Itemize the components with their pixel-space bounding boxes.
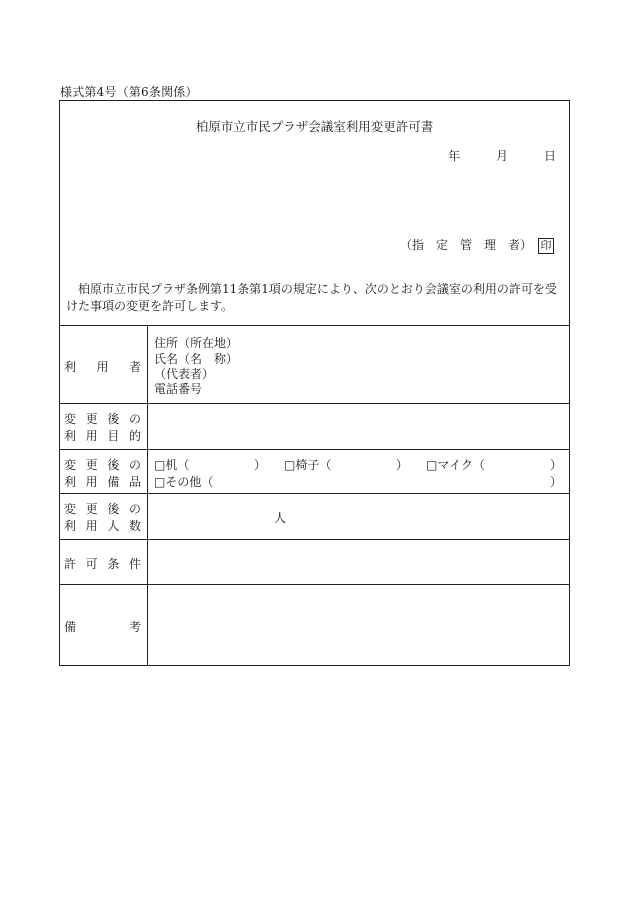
label-equipment — [60, 450, 148, 493]
permit-statement: 柏原市立市民プラザ条例第11条第1項の規定により、次のとおり会議室の利用の許可を受けた事項の変更を許可します。 — [66, 282, 557, 313]
cell-user — [154, 326, 563, 403]
permit-form-frame — [59, 100, 570, 666]
label-remarks-text: 備 考 — [64, 620, 141, 634]
date-year: 年 — [448, 149, 461, 163]
user-address-label: 住所（所在地） — [154, 336, 239, 350]
cell-conditions — [154, 540, 563, 584]
date-month: 月 — [496, 149, 509, 163]
form-number-label: 様式第4号（第6条関係） — [60, 85, 198, 99]
cell-equipment — [154, 450, 563, 493]
other-close-paren: ） — [550, 475, 563, 489]
desk-close-paren: ） — [254, 458, 267, 472]
label-people-line2: 利 用 人 数 — [64, 519, 141, 533]
document-title: 柏原市立市民プラザ会議室利用変更許可書 — [195, 119, 434, 134]
chair-close-paren: ） — [396, 458, 409, 472]
label-purpose-line2: 利 用 目 的 — [64, 429, 141, 443]
label-remarks — [60, 585, 148, 665]
date-day: 日 — [544, 149, 557, 163]
issuer-line — [400, 236, 554, 254]
designated-manager-label: （指 定 管 理 者） — [400, 238, 533, 252]
user-name-label: 氏名（名 称） — [154, 352, 239, 366]
cell-purpose — [154, 404, 563, 449]
label-user-text: 利 用 者 — [64, 360, 141, 374]
label-conditions-text: 許 可 条 件 — [64, 557, 141, 571]
desk-checkbox[interactable]: □机（ — [154, 458, 190, 472]
permit-details-table — [60, 325, 569, 665]
row-equipment — [60, 449, 569, 493]
row-people — [60, 493, 569, 539]
row-purpose — [60, 403, 569, 449]
row-user — [60, 325, 569, 403]
label-equipment-line2: 利 用 備 品 — [64, 475, 141, 489]
people-unit: 人 — [274, 511, 287, 525]
user-representative-label: （代表者） — [154, 367, 215, 381]
label-conditions — [60, 540, 148, 584]
cell-remarks — [154, 585, 563, 665]
chair-checkbox[interactable]: □椅子（ — [284, 458, 332, 472]
user-phone-label: 電話番号 — [154, 382, 203, 396]
mic-close-paren: ） — [550, 458, 563, 472]
row-remarks — [60, 584, 569, 665]
row-conditions — [60, 539, 569, 584]
label-purpose — [60, 404, 148, 449]
label-people — [60, 494, 148, 539]
mic-checkbox[interactable]: □マイク（ — [426, 458, 485, 472]
label-people-line1: 変 更 後 の — [64, 502, 141, 516]
cell-people — [154, 494, 563, 539]
other-checkbox[interactable]: □その他（ — [154, 475, 214, 489]
seal-mark: 印 — [538, 238, 554, 254]
label-equipment-line1: 変 更 後 の — [64, 458, 141, 472]
label-user — [60, 326, 148, 403]
label-purpose-line1: 変 更 後 の — [64, 412, 141, 426]
